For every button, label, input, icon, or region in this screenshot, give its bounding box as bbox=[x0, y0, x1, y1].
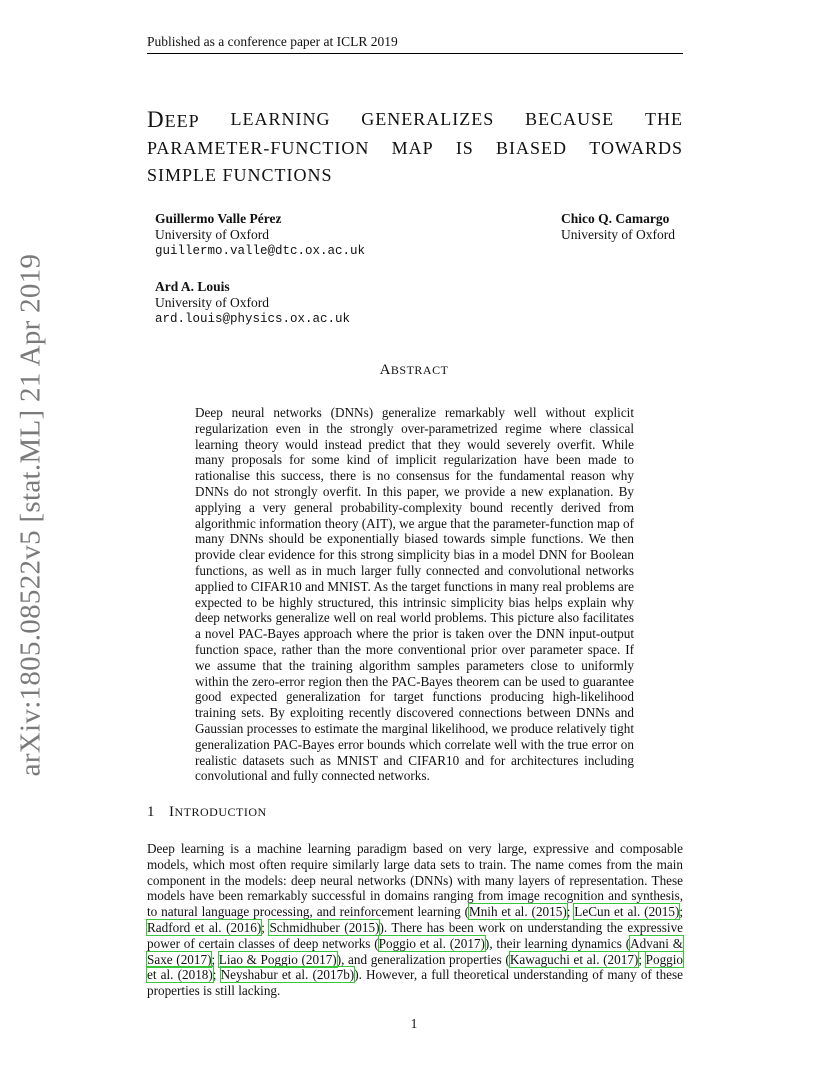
arxiv-identifier: arXiv:1805.08522v5 [stat.ML] 21 Apr 2019 bbox=[14, 253, 47, 777]
title-line bbox=[147, 162, 683, 189]
text-run: ). There has been work on understanding the expressive power of certain classes of deep networks ( bbox=[147, 919, 684, 951]
author-name: Guillermo Valle Pérez bbox=[155, 211, 282, 226]
text-run: ). However, a full theoretical understanding of many of these properties is still lacking. bbox=[147, 967, 684, 999]
text-run: ; bbox=[638, 951, 646, 967]
text-run: ; bbox=[212, 967, 221, 983]
title-word: BECAUSE bbox=[525, 109, 615, 129]
title-word: LEARNING bbox=[230, 109, 331, 129]
title-word: SIMPLE FUNCTIONS bbox=[147, 165, 333, 185]
title-word: PARAMETER-FUNCTION bbox=[147, 138, 370, 158]
author-name: Chico Q. Camargo bbox=[561, 211, 670, 226]
citation-link[interactable]: Neyshabur et al. (2017b) bbox=[220, 967, 355, 983]
abstract-heading: ABSTRACT bbox=[379, 362, 449, 378]
citation-link[interactable]: Mnih et al. (2015) bbox=[468, 904, 567, 920]
citation-link[interactable]: Poggio et al. (2018) bbox=[147, 951, 684, 983]
abstract-body: Deep neural networks (DNNs) generalize remarkably well without explicit regularization even in the strongly over-parametrized regime where classical learning theory would instead predict that they would severely overfit. While many proposals for some kind of implicit regularization have been made to rationalise this success, there is no consensus for the fundamental reason why DNNs do not strongly overfit. In this paper, we provide a new explanation. By applying a very general probability-complexity bound recently derived from algorithmic information theory (AIT), we argue that the parameter-function map of many DNNs should be exponentially biased towards simple functions. We then provide clear evidence for this strong simplicity bias in a model DNN for Boolean functions, as well as in much larger fully connected and convolutional networks applied to CIFAR10 and MNIST. As the target functions in many real problems are expected to be highly structured, this intrinsic simplicity bias helps explain why deep networks generalize well on real world problems. This picture also facilitates a novel PAC-Bayes approach where the prior is taken over the DNN input-output function space, rather than the more conventional prior over parameter space. If we assume that the training algorithm samples parameters close to uniformly within the zero-error region then the PAC-Bayes theorem can be used to guarantee good expected generalization for target functions producing high-likelihood training sets. By exploiting recently discovered connections between DNNs and Gaussian processes to estimate the marginal likelihood, we produce relatively tight generalization PAC-Bayes error bounds which correlate well with the true error on realistic datasets such as MNIST and CIFAR10 and for architectures including convolutional and fully connected networks. bbox=[195, 405, 634, 784]
author-affiliation: University of Oxford bbox=[155, 295, 269, 310]
text-run: ; bbox=[566, 904, 575, 920]
introduction-paragraph bbox=[147, 841, 683, 999]
text-run: ; bbox=[679, 904, 684, 920]
title-word: DEEP bbox=[147, 107, 200, 132]
title-word: GENERALIZES bbox=[361, 109, 495, 129]
title-word: BIASED bbox=[496, 138, 568, 158]
author-2 bbox=[561, 211, 675, 243]
citation-link[interactable]: Advani & Saxe (2017) bbox=[147, 935, 683, 967]
author-name: Ard A. Louis bbox=[155, 279, 230, 294]
citation-link[interactable]: LeCun et al. (2015) bbox=[574, 904, 680, 920]
title-word: TOWARDS bbox=[589, 138, 683, 158]
author-1 bbox=[155, 211, 365, 259]
running-head: Published as a conference paper at ICLR 2019 bbox=[147, 34, 683, 54]
section-heading bbox=[147, 804, 267, 821]
citation-link[interactable]: Liao & Poggio (2017) bbox=[218, 951, 337, 967]
text-run: ; bbox=[261, 919, 270, 935]
paper-title bbox=[147, 106, 683, 189]
text-run: Deep learning is a machine learning paradigm based on very large, expressive and composable models, which most often require similarly large data sets to train. The name comes from the main component in the models: deep neural networks (DNNs) with many layers of representation. These models have been remarkably successful in domains ranging from image recognition and synthesis, to natural language processing, and reinforcement learning ( bbox=[147, 841, 683, 920]
author-email[interactable]: ard.louis@physics.ox.ac.uk bbox=[155, 312, 351, 326]
title-line bbox=[147, 106, 683, 135]
page-number: 1 bbox=[410, 1016, 418, 1031]
citation-link[interactable]: Kawaguchi et al. (2017) bbox=[509, 951, 639, 967]
title-word: MAP bbox=[391, 138, 434, 158]
title-line bbox=[147, 135, 683, 162]
section-number: 1 bbox=[147, 804, 155, 820]
author-email[interactable]: guillermo.valle@dtc.ox.ac.uk bbox=[155, 244, 366, 258]
citation-link[interactable]: Poggio et al. (2017) bbox=[378, 935, 485, 951]
author-3 bbox=[155, 279, 350, 327]
text-run: ), their learning dynamics ( bbox=[484, 935, 631, 951]
citation-link[interactable]: Radford et al. (2016) bbox=[147, 919, 262, 935]
title-word: THE bbox=[644, 109, 683, 129]
text-run: ), and generalization properties ( bbox=[336, 951, 510, 967]
citation-link[interactable]: Schmidhuber (2015) bbox=[269, 919, 380, 935]
text-run: ; bbox=[211, 951, 219, 967]
section-title: INTRODUCTION bbox=[169, 804, 267, 820]
title-word: IS bbox=[455, 138, 474, 158]
author-affiliation: University of Oxford bbox=[561, 227, 675, 242]
author-affiliation: University of Oxford bbox=[155, 227, 269, 242]
